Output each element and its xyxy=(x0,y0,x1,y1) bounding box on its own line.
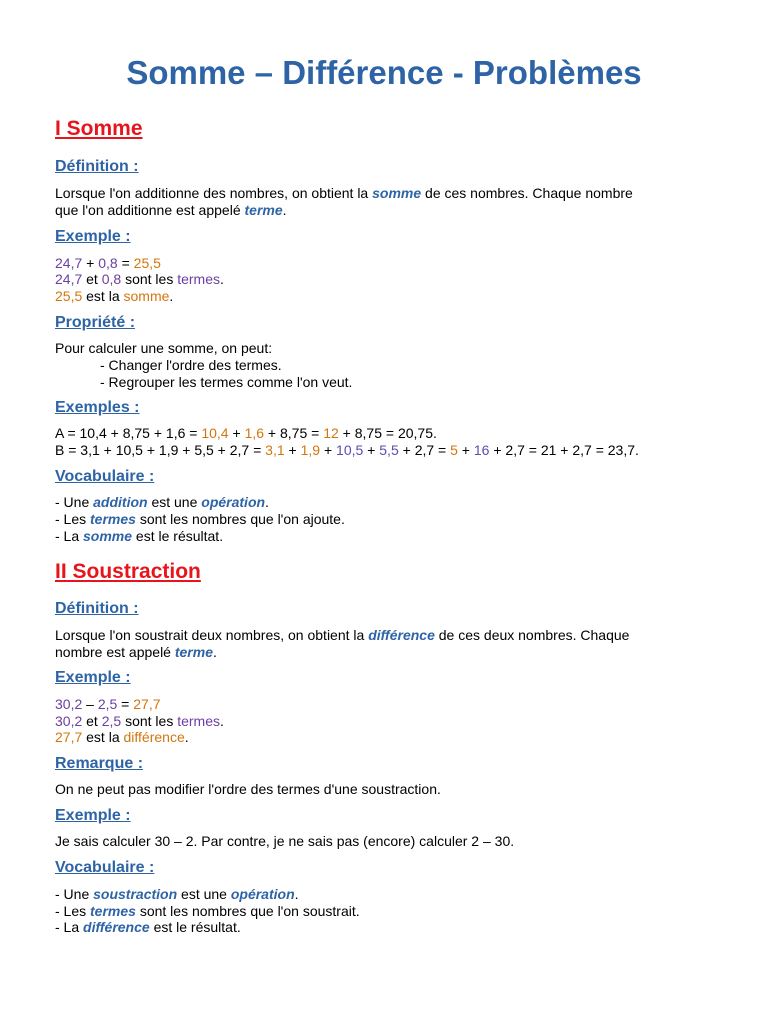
example-terms-line: 24,7 et 0,8 sont les termes. xyxy=(55,271,224,287)
vocabulary-line: - Les termes sont les nombres que l'on ajoute. xyxy=(55,511,345,527)
example-equation: 24,7 + 0,8 = 25,5 xyxy=(55,255,161,271)
example-text: Je sais calculer 30 – 2. Par contre, je ne sais pas (encore) calculer 2 – 30. xyxy=(55,833,515,849)
section-heading-somme: I Somme xyxy=(55,117,143,140)
example-a-line: A = 10,4 + 8,75 + 1,6 = 10,4 + 1,6 + 8,75 = 12 + 8,75 = 20,75. xyxy=(55,425,437,441)
definition-heading: Définition : xyxy=(55,600,139,617)
vocabulary-line: - Une addition est une opération. xyxy=(55,494,269,510)
page-title: Somme – Différence - Problèmes xyxy=(126,54,642,91)
property-item: - Changer l'ordre des termes. xyxy=(100,357,282,373)
example-equation: 30,2 – 2,5 = 27,7 xyxy=(55,696,161,712)
example-terms-line: 30,2 et 2,5 sont les termes. xyxy=(55,713,224,729)
vocabulary-line: - La différence est le résultat. xyxy=(55,919,241,935)
definition-heading: Définition : xyxy=(55,158,139,175)
example-heading: Exemple : xyxy=(55,807,131,824)
vocabulary-heading: Vocabulaire : xyxy=(55,468,155,485)
property-heading: Propriété : xyxy=(55,314,136,331)
definition-text-line: Lorsque l'on additionne des nombres, on obtient la somme de ces nombres. Chaque nombre xyxy=(55,185,633,201)
definition-text-line: nombre est appelé terme. xyxy=(55,644,217,660)
vocabulary-heading: Vocabulaire : xyxy=(55,859,155,876)
example-difference-line: 27,7 est la différence. xyxy=(55,729,189,745)
definition-text-line: que l'on additionne est appelé terme. xyxy=(55,202,287,218)
vocabulary-line: - Les termes sont les nombres que l'on soustrait. xyxy=(55,903,360,919)
example-sum-line: 25,5 est la somme. xyxy=(55,288,174,304)
section-heading-soustraction: II Soustraction xyxy=(55,560,201,583)
example-heading: Exemple : xyxy=(55,669,131,686)
property-item: - Regrouper les termes comme l'on veut. xyxy=(100,374,353,390)
vocabulary-line: - La somme est le résultat. xyxy=(55,528,224,544)
remark-text: On ne peut pas modifier l'ordre des termes d'une soustraction. xyxy=(55,781,441,797)
vocabulary-line: - Une soustraction est une opération. xyxy=(55,886,299,902)
examples-heading: Exemples : xyxy=(55,399,140,416)
example-b-line: B = 3,1 + 10,5 + 1,9 + 5,5 + 2,7 = 3,1 + 1,9 + 10,5 + 5,5 + 2,7 = 5 + 16 + 2,7 = 21 + 2,7 = 23,7. xyxy=(55,442,639,458)
property-intro: Pour calculer une somme, on peut: xyxy=(55,340,273,356)
example-heading: Exemple : xyxy=(55,228,131,245)
definition-text-line: Lorsque l'on soustrait deux nombres, on obtient la différence de ces deux nombres. Chaque xyxy=(55,627,630,643)
remark-heading: Remarque : xyxy=(55,755,144,772)
